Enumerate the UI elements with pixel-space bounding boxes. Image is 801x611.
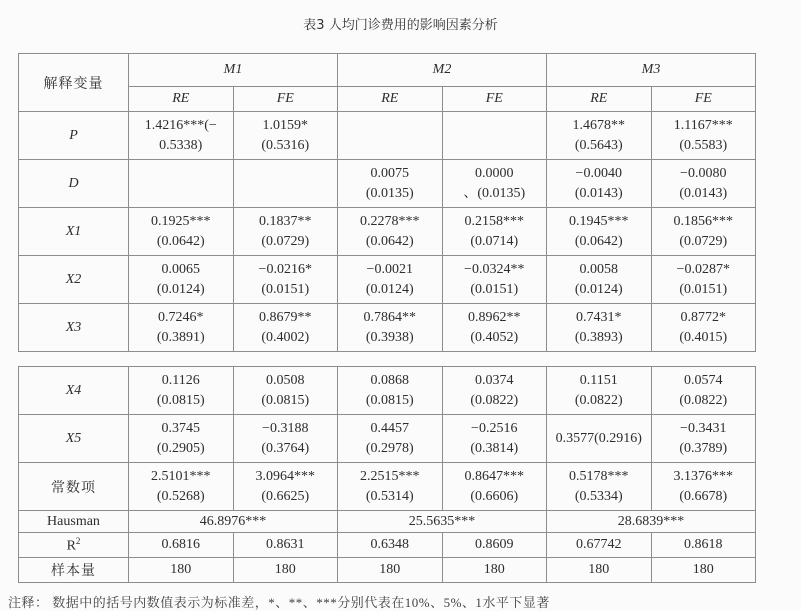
- table-cell: [651, 415, 756, 463]
- table-footnote: 注释： 数据中的括号内数值表示为标准差，*、**、***分别代表在10%、5%、1水平下显著: [8, 595, 550, 610]
- header-m2-fe: FE: [442, 87, 547, 112]
- coef: 0.1945***: [569, 213, 629, 229]
- table-cell: [547, 304, 652, 352]
- stderr: (0.0151): [261, 281, 310, 297]
- coef: 0.0574: [684, 372, 723, 388]
- stderr: (0.5334): [574, 488, 623, 504]
- coef: 0.1925***: [151, 213, 211, 229]
- coef: 0.0058: [579, 261, 618, 277]
- stderr: (0.0151): [470, 281, 519, 297]
- header-explanatory-variables: 解释变量: [19, 54, 129, 112]
- table-row-x2: [19, 256, 756, 304]
- coef: 0.2278***: [360, 213, 420, 229]
- table-cell: [129, 463, 234, 511]
- table-cell: [233, 160, 338, 208]
- stderr: (0.5643): [574, 137, 623, 153]
- coef: 0.3577(0.2916): [555, 430, 642, 446]
- table-cell: [129, 415, 234, 463]
- coef: 2.5101***: [151, 468, 211, 484]
- n-m3-fe: 180: [651, 558, 756, 583]
- coef: −0.0080: [680, 165, 727, 181]
- coef: 0.0075: [370, 165, 409, 181]
- coef: 0.5178***: [569, 468, 629, 484]
- coef: −0.0324**: [464, 261, 525, 277]
- hausman-m2: 25.5635***: [338, 511, 547, 533]
- coef: −0.0040: [575, 165, 622, 181]
- coef: 0.0065: [161, 261, 200, 277]
- table-row-r-squared: [19, 533, 756, 558]
- stderr: (0.0642): [156, 233, 205, 249]
- table-cell: [442, 256, 547, 304]
- stderr: (0.0822): [679, 392, 728, 408]
- stderr: (0.3893): [574, 329, 623, 345]
- coef: −0.0021: [366, 261, 413, 277]
- coef: 2.2515***: [360, 468, 420, 484]
- stderr: (0.0729): [679, 233, 728, 249]
- n-m1-re: 180: [129, 558, 234, 583]
- stderr: (0.0714): [470, 233, 519, 249]
- table-cell: [233, 367, 338, 415]
- table-cell: [338, 304, 443, 352]
- table-cell: [547, 208, 652, 256]
- coef: −0.0216*: [258, 261, 312, 277]
- row-label: D: [19, 160, 129, 208]
- table-cell: [442, 415, 547, 463]
- r2-m1-re: 0.6816: [129, 533, 234, 558]
- table-cell: [442, 367, 547, 415]
- table-cell: [547, 256, 652, 304]
- stderr: (0.4002): [261, 329, 310, 345]
- table-cell: [651, 304, 756, 352]
- stderr: (0.3789): [679, 440, 728, 456]
- table-cell: [338, 256, 443, 304]
- table-cell: [547, 415, 652, 463]
- header-m3-fe: FE: [651, 87, 756, 112]
- table-cell: [338, 463, 443, 511]
- table-cell: [651, 112, 756, 160]
- stderr: (0.3814): [470, 440, 519, 456]
- header-row-models: [19, 54, 756, 87]
- header-m2-re: RE: [338, 87, 443, 112]
- n-m2-fe: 180: [442, 558, 547, 583]
- table-cell: [651, 208, 756, 256]
- coef: 0.1151: [579, 372, 618, 388]
- table-cell: [442, 304, 547, 352]
- coef: 0.7864**: [363, 309, 416, 325]
- stderr: (0.0815): [261, 392, 310, 408]
- table-cell: [338, 208, 443, 256]
- coef: 0.7246*: [158, 309, 204, 325]
- r2-m2-re: 0.6348: [338, 533, 443, 558]
- stderr: (0.0143): [679, 185, 728, 201]
- header-row-estimators: [19, 87, 756, 112]
- table-row-p: [19, 112, 756, 160]
- row-label: Hausman: [19, 511, 129, 533]
- row-label: X3: [19, 304, 129, 352]
- table-cell: [651, 160, 756, 208]
- coef: 0.8962**: [468, 309, 521, 325]
- table-cell: [129, 256, 234, 304]
- coef: −0.2516: [471, 420, 518, 436]
- stderr: (0.5583): [679, 137, 728, 153]
- hausman-m1: 46.8976***: [129, 511, 338, 533]
- coef: 3.0964***: [255, 468, 315, 484]
- table-cell: [129, 304, 234, 352]
- stderr: (0.0135): [365, 185, 414, 201]
- table-cell: [338, 415, 443, 463]
- stderr: (0.3938): [365, 329, 414, 345]
- stderr: (0.6606): [470, 488, 519, 504]
- coef: 0.1126: [161, 372, 200, 388]
- stderr: (0.0124): [365, 281, 414, 297]
- n-m1-fe: 180: [233, 558, 338, 583]
- table-row-d: [19, 160, 756, 208]
- n-m3-re: 180: [547, 558, 652, 583]
- coef: 0.8647***: [464, 468, 524, 484]
- coef: 0.8679**: [259, 309, 312, 325]
- table-cell: [338, 112, 443, 160]
- coef: 0.4457: [370, 420, 409, 436]
- coef: 0.0868: [370, 372, 409, 388]
- stderr: (0.2978): [365, 440, 414, 456]
- stderr: (0.0642): [365, 233, 414, 249]
- table-cell: [442, 463, 547, 511]
- row-label: [19, 533, 129, 558]
- coef: 0.3745: [161, 420, 200, 436]
- table-cell: [442, 112, 547, 160]
- row-label: 样本量: [19, 558, 129, 583]
- coef: 0.7431*: [576, 309, 622, 325]
- stderr: (0.5314): [365, 488, 414, 504]
- table-cell: [233, 256, 338, 304]
- coef: 0.0000: [475, 165, 514, 181]
- table-cell: [547, 112, 652, 160]
- stderr: (0.3891): [156, 329, 205, 345]
- header-m3-re: RE: [547, 87, 652, 112]
- stderr: (0.0815): [365, 392, 414, 408]
- coef: 1.0159*: [262, 117, 308, 133]
- header-model-m3: M3: [547, 54, 756, 87]
- stderr: (0.0151): [679, 281, 728, 297]
- row-label: 常数项: [19, 463, 129, 511]
- r2-m3-re: 0.67742: [547, 533, 652, 558]
- row-label: X2: [19, 256, 129, 304]
- stderr: (0.2905): [156, 440, 205, 456]
- coef: 1.4216***(−: [144, 117, 217, 133]
- stderr: 、(0.0135): [463, 185, 526, 201]
- stderr: (0.0124): [156, 281, 205, 297]
- coef: −0.0287*: [676, 261, 730, 277]
- row-label: X5: [19, 415, 129, 463]
- coef: 0.0374: [475, 372, 514, 388]
- r2-m2-fe: 0.8609: [442, 533, 547, 558]
- coef: −0.3431: [680, 420, 727, 436]
- stderr: (0.4015): [679, 329, 728, 345]
- table-row-sample-size: [19, 558, 756, 583]
- header-m1-fe: FE: [233, 87, 338, 112]
- stderr: (0.6625): [261, 488, 310, 504]
- stderr: (0.6678): [679, 488, 728, 504]
- coef: 0.2158***: [464, 213, 524, 229]
- table-cell: [233, 463, 338, 511]
- table-cell: [651, 463, 756, 511]
- table-cell: [651, 367, 756, 415]
- coef: 1.1167***: [673, 117, 733, 133]
- table-row-x3: [19, 304, 756, 352]
- r-label-sup: 2: [75, 535, 81, 546]
- table-cell: [129, 112, 234, 160]
- header-model-m1: M1: [129, 54, 338, 87]
- table-cell: [338, 160, 443, 208]
- stderr: 0.5338): [159, 137, 203, 153]
- stderr: (0.0642): [574, 233, 623, 249]
- regression-table-upper: [18, 53, 756, 352]
- r2-m1-fe: 0.8631: [233, 533, 338, 558]
- stderr: (0.0143): [574, 185, 623, 201]
- n-m2-re: 180: [338, 558, 443, 583]
- header-model-m2: M2: [338, 54, 547, 87]
- row-label: X4: [19, 367, 129, 415]
- coef: 0.1837**: [259, 213, 312, 229]
- table-cell: [547, 160, 652, 208]
- table-cell: [442, 208, 547, 256]
- coef: 1.4678**: [572, 117, 625, 133]
- table-cell: [338, 367, 443, 415]
- table-cell: [129, 160, 234, 208]
- stderr: (0.0822): [470, 392, 519, 408]
- table-cell: [233, 304, 338, 352]
- hausman-m3: 28.6839***: [547, 511, 756, 533]
- coef: 0.1856***: [673, 213, 733, 229]
- coef: 3.1376***: [673, 468, 733, 484]
- r2-m3-fe: 0.8618: [651, 533, 756, 558]
- table-cell: [442, 160, 547, 208]
- table-cell: [547, 463, 652, 511]
- table-cell: [651, 256, 756, 304]
- stderr: (0.4052): [470, 329, 519, 345]
- coef: −0.3188: [262, 420, 309, 436]
- table-cell: [233, 415, 338, 463]
- stderr: (0.0729): [261, 233, 310, 249]
- r-label-base: R: [66, 538, 76, 554]
- stderr: (0.0124): [574, 281, 623, 297]
- stderr: (0.0815): [156, 392, 205, 408]
- row-label: X1: [19, 208, 129, 256]
- stderr: (0.0822): [574, 392, 623, 408]
- stderr: (0.5268): [156, 488, 205, 504]
- table-row-hausman: [19, 511, 756, 533]
- stderr: (0.5316): [261, 137, 310, 153]
- table-cell: [547, 367, 652, 415]
- table-row-x1: [19, 208, 756, 256]
- stderr: (0.3764): [261, 440, 310, 456]
- table-row-x4: [19, 367, 756, 415]
- table-cell: [129, 208, 234, 256]
- table-row-constant: [19, 463, 756, 511]
- header-m1-re: RE: [129, 87, 234, 112]
- coef: 0.0508: [266, 372, 305, 388]
- table-cell: [233, 112, 338, 160]
- row-label: P: [19, 112, 129, 160]
- table-row-x5: [19, 415, 756, 463]
- table-title: 表3 人均门诊费用的影响因素分析: [303, 18, 498, 33]
- coef: 0.8772*: [680, 309, 726, 325]
- table-cell: [233, 208, 338, 256]
- regression-table-lower: [18, 366, 756, 583]
- table-cell: [129, 367, 234, 415]
